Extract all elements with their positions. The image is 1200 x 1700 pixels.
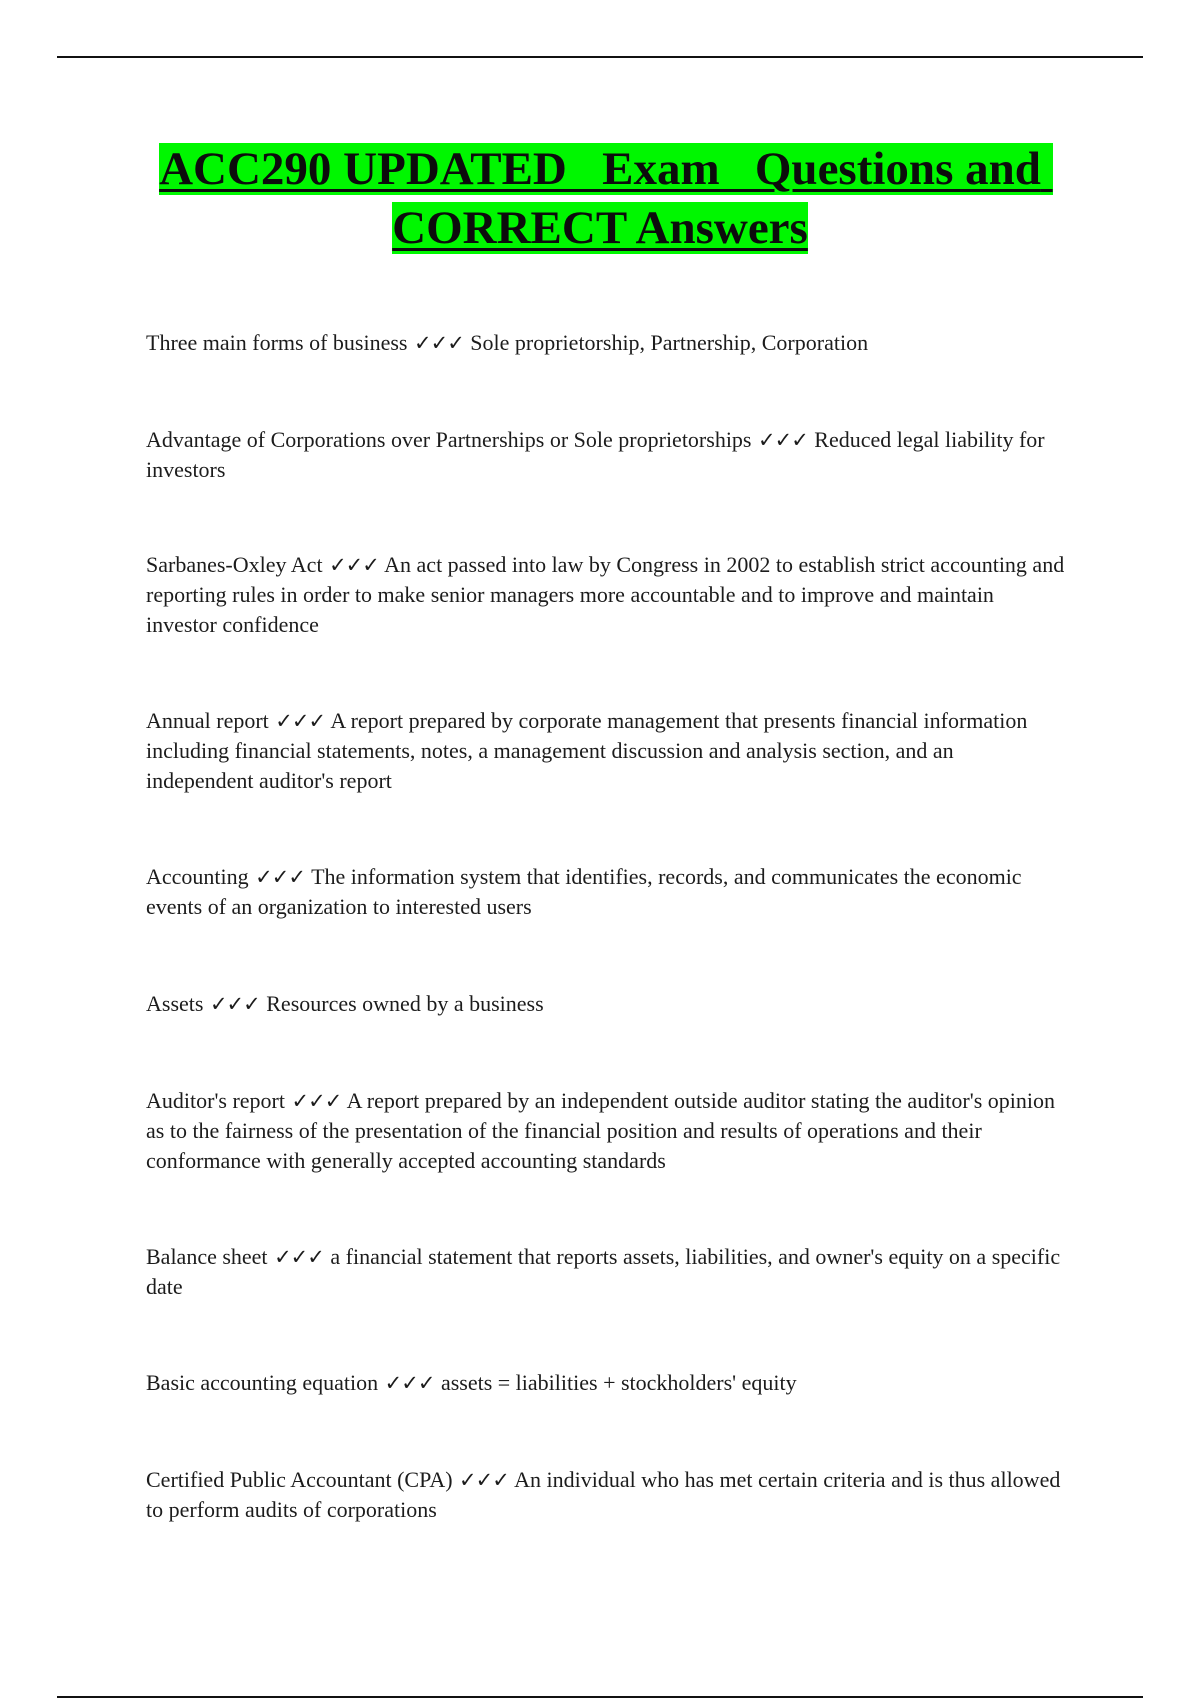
qa-term: Annual report (146, 708, 269, 733)
qa-item-4 (146, 706, 1066, 796)
qa-answer: Reduced legal liability for investors (146, 427, 1045, 482)
document-title (146, 140, 1054, 258)
qa-answer: A report prepared by an independent outside auditor stating the auditor's opinion as to the fairness of the presentation of the financial position and results of operations and their conformance with generally accepted accounting standards (146, 1088, 1055, 1173)
check-marks-icon: ✓✓✓ (459, 1468, 509, 1492)
qa-answer: An act passed into law by Congress in 2002 to establish strict accounting and reporting rules in order to make senior managers more accountable and to improve and maintain investor confidence (146, 552, 1065, 637)
top-rule (57, 56, 1143, 58)
check-marks-icon: ✓✓✓ (329, 553, 379, 577)
qa-item-6 (146, 989, 1066, 1019)
qa-item-1 (146, 328, 1066, 358)
qa-item-2 (146, 425, 1066, 485)
qa-term: Auditor's report (146, 1088, 285, 1113)
qa-term: Balance sheet (146, 1244, 268, 1269)
qa-term: Advantage of Corporations over Partnerships or Sole proprietorships (146, 427, 752, 452)
document-title-text: ACC290 UPDATED Exam Questions and CORRECT Answers (159, 143, 1053, 254)
qa-term: Certified Public Accountant (CPA) (146, 1467, 453, 1492)
qa-item-5 (146, 862, 1066, 922)
qa-answer: An individual who has met certain criteria and is thus allowed to perform audits of corporations (146, 1467, 1061, 1522)
qa-answer: assets = liabilities + stockholders' equity (440, 1370, 797, 1395)
qa-term: Basic accounting equation (146, 1370, 379, 1395)
check-marks-icon: ✓✓✓ (384, 1371, 435, 1395)
qa-term: Sarbanes-Oxley Act (146, 552, 323, 577)
qa-term: Assets (146, 991, 204, 1016)
check-marks-icon: ✓✓✓ (209, 992, 260, 1016)
check-marks-icon: ✓✓✓ (758, 428, 808, 452)
qa-item-9 (146, 1368, 1066, 1398)
check-marks-icon: ✓✓✓ (291, 1089, 342, 1113)
qa-answer: Sole proprietorship, Partnership, Corporation (470, 330, 869, 355)
qa-item-10 (146, 1465, 1066, 1525)
qa-term: Three main forms of business (146, 330, 408, 355)
check-marks-icon: ✓✓✓ (275, 709, 326, 733)
check-marks-icon: ✓✓✓ (255, 865, 305, 889)
bottom-rule (57, 1696, 1143, 1698)
qa-answer: A report prepared by corporate management that presents financial information including financial statements, notes, a management discussion and analysis section, and an independent auditor's report (146, 708, 1028, 793)
qa-item-3 (146, 550, 1066, 640)
qa-answer: The information system that identifies, records, and communicates the economic events of an organization to interested users (146, 864, 1022, 919)
qa-answer: a financial statement that reports assets, liabilities, and owner's equity on a specific date (146, 1244, 1061, 1299)
check-marks-icon: ✓✓✓ (414, 331, 464, 355)
check-marks-icon: ✓✓✓ (274, 1245, 324, 1269)
qa-item-7 (146, 1086, 1066, 1176)
qa-term: Accounting (146, 864, 249, 889)
qa-item-8 (146, 1242, 1066, 1302)
qa-answer: Resources owned by a business (266, 991, 544, 1016)
